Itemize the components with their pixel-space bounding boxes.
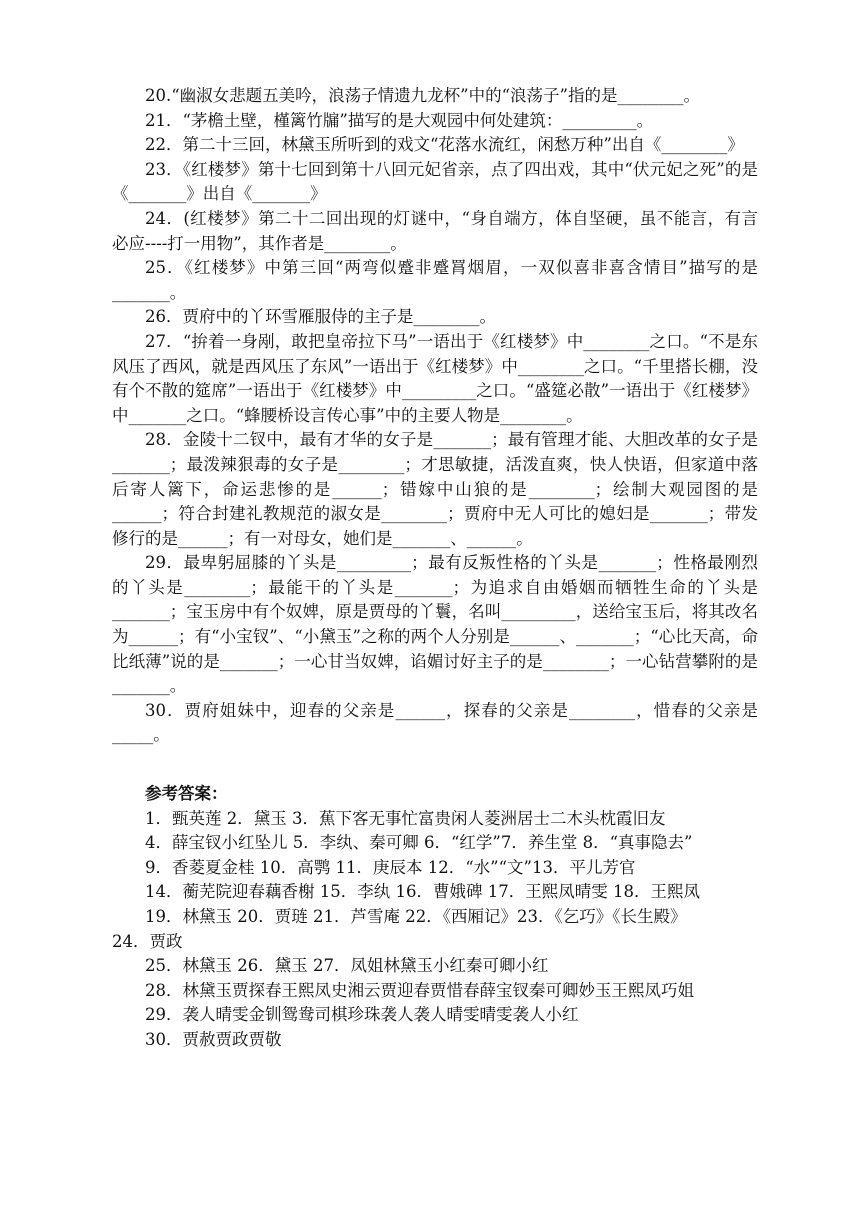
question-22: 22．第二十三回，林黛玉所听到的戏文“花落水流红，闲愁万种”出自《________》: [145, 135, 744, 155]
answer-line: 29．袭人晴雯金钏鸳鸯司棋珍珠袭人袭人晴雯晴雯袭人小红: [145, 1005, 579, 1025]
answer-line: 4．薛宝钗小红坠儿 5．李纨、秦可卿 6．“红学”7．养生堂 8．“真事隐去”: [145, 833, 693, 853]
answer-line: 28．林黛玉贾探春王熙凤史湘云贾迎春贾惜春薛宝钗秦可卿妙玉王熙凤巧姐: [145, 980, 694, 1000]
question-26: 26．贾府中的丫环雪雁服侍的主子是________。: [145, 307, 496, 327]
answer-line: 24．贾政: [112, 931, 183, 951]
question-24: 24．(红楼梦》第二十二回出现的灯谜中，“身自端方，体自坚硬，虽不能言，有言必应----打一用物”，其作者是________。: [112, 208, 758, 253]
answer-line: 1．甄英莲 2．黛玉 3．蕉下客无事忙富贵闲人菱洲居士二木头枕霞旧友: [145, 808, 666, 828]
question-25: 25．《红楼梦》中第三回“两弯似蹙非蹙罥烟眉，一双似喜非喜含情目”描写的是_______。: [112, 258, 758, 302]
question-29: 29．最卑躬屈膝的丫头是_________；最有反叛性格的丫头是_______；性格最刚烈的丫头是________；最能干的丫头是_______；为追求自由婚姻而牺牲生命的丫头是_______；宝玉房中有个奴婢，原是贾母的丫鬟，名叫_________，送给宝玉后，将其改名为______；有“小宝钗”、“小黛玉”之称的两个人分别是______、_______；“心比天高，命比纸薄”说的是_______；一心甘当奴婢，谄媚讨好主子的是________；一心钻营攀附的是_______。: [112, 553, 758, 696]
answer-line: 19．林黛玉 20．贾琏 21．芦雪庵 22．《西厢记》23．《乞巧》《长生殿》: [145, 907, 687, 926]
question-30: 30．贾府姐妹中，迎春的父亲是______，探春的父亲是________，惜春的父亲是_____。: [112, 700, 758, 745]
answer-line: 25．林黛玉 26．黛玉 27．凤姐林黛玉小红秦可卿小红: [145, 956, 549, 976]
question-27: 27．“拚着一身剐，敢把皇帝拉下马”一语出于《红楼梦》中________之口。“不是东风压了西风，就是西风压了东风”一语出于《红楼梦》中________之口。“千里搭长棚，没有个不散的筵席”一语出于《红楼梦》中_________之口。“盛筵必散”一语出于《红楼梦》中_______之口。“蜂腰桥设言传心事”中的主要人物是________。: [112, 331, 758, 425]
question-21: 21．“茅檐土壁，槿篱竹牖”描写的是大观园中何处建筑：_________。: [145, 110, 654, 130]
question-28: 28．金陵十二钗中，最有才华的女子是_______；最有管理才能、大胆改革的女子是_______；最泼辣狠毒的女子是________；才思敏捷，活泼直爽，快人快语，但家道中落后寄人篱下，命运悲惨的是______；错嫁中山狼的是________；绘制大观园图的是______；符合封建礼教规范的淑女是________；贾府中无人可比的媳妇是_______；带发修行的是______；有一对母女，她们是_______、______。: [112, 430, 758, 548]
question-23: 23．《红楼梦》第十七回到第十八回元妃省亲，点了四出戏，其中“伏元妃之死”的是《_______》出自《_______》: [112, 159, 758, 204]
answers-heading: 参考答案：: [145, 784, 228, 804]
question-20: 20.“幽淑女悲题五美吟，浪荡子情遗九龙杯”中的“浪荡子”指的是________。: [145, 86, 700, 105]
answer-line: 30．贾赦贾政贾敬: [145, 1029, 282, 1049]
answer-line: 14．蘅芜院迎春藕香榭 15．李纨 16．曹娥碑 17．王熙凤晴雯 18．王熙凤: [145, 882, 700, 902]
document-page: [112, 84, 758, 1053]
answer-line: 9．香菱夏金桂 10．高鹗 11．庚辰本 12．“水”“文”13．平儿芳官: [145, 857, 636, 877]
